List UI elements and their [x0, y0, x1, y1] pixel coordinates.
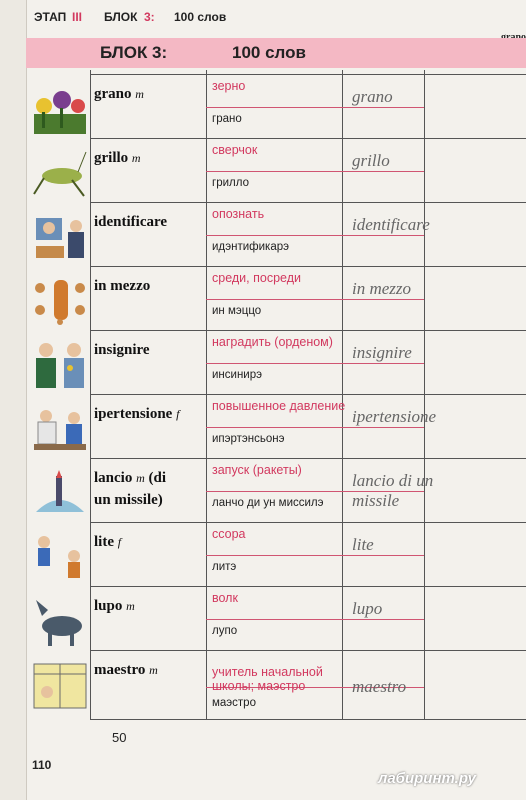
flowers-illustration — [32, 84, 88, 136]
block-title-bar — [26, 38, 526, 68]
vocab-row — [90, 394, 526, 459]
italian-word: grillo m — [94, 150, 141, 166]
russian-translation: учитель начальной школы; маэстро — [212, 665, 323, 693]
schedule-illustration — [32, 660, 88, 712]
russian-translation: запуск (ракеты) — [212, 463, 302, 477]
italian-word: lite f — [94, 534, 122, 550]
handwriting-sample: identificare — [352, 215, 430, 234]
stage-number: III — [72, 10, 83, 24]
pronunciation: литэ — [212, 561, 237, 573]
italian-word: in mezzo — [94, 278, 151, 294]
pronunciation: грано — [212, 113, 242, 125]
vocab-row — [90, 458, 526, 523]
italian-word: identificare — [94, 214, 168, 230]
rocket-launch-illustration — [32, 468, 88, 520]
pronunciation: ланчо ди ун миссилэ — [212, 497, 324, 509]
pronunciation: ин мэццо — [212, 305, 262, 317]
handwriting-sample: maestro — [352, 677, 407, 696]
vocab-row — [90, 650, 526, 720]
block-number: 3: — [144, 10, 155, 24]
vocab-row — [90, 138, 526, 203]
vocab-row — [90, 74, 526, 139]
russian-translation: сверчок — [212, 143, 258, 157]
quarrel-illustration — [32, 532, 88, 584]
block-word-count: 100 слов — [174, 10, 227, 24]
vocab-row — [90, 266, 526, 331]
russian-translation: опознать — [212, 207, 265, 221]
page-left-strip — [0, 0, 27, 800]
vocab-row — [90, 522, 526, 587]
italian-word: maestro m — [94, 662, 158, 678]
italian-word: lancio m (di un missile) — [94, 470, 167, 508]
russian-translation: волк — [212, 591, 238, 605]
stage-label: ЭТАП — [34, 10, 67, 24]
vocab-row — [90, 586, 526, 651]
handwriting-sample: lupo — [352, 599, 383, 618]
watermark-logo: лабиринт.ру — [378, 770, 476, 787]
handwriting-sample: lancio di un missile — [352, 471, 434, 510]
pronunciation: грилло — [212, 177, 249, 189]
award-illustration — [32, 340, 88, 392]
vocab-row — [90, 330, 526, 395]
cricket-illustration — [32, 148, 88, 200]
russian-translation: наградить (орденом) — [212, 335, 333, 349]
italian-word: lupo m — [94, 598, 135, 614]
pronunciation: инсинирэ — [212, 369, 262, 381]
pronunciation: идэнтификарэ — [212, 241, 290, 253]
handwriting-sample: in mezzo — [352, 279, 412, 298]
handwriting-sample: insignire — [352, 343, 412, 362]
handwriting-sample: grano — [352, 87, 393, 106]
block-title: БЛОК 3: — [100, 43, 168, 62]
handwriting-sample: ipertensione — [352, 407, 437, 426]
handwriting-sample: grillo — [352, 151, 390, 170]
extra-number: 50 — [112, 730, 127, 745]
italian-word: grano m — [94, 86, 144, 102]
russian-translation: зерно — [212, 79, 246, 93]
doctor-illustration — [32, 404, 88, 456]
pronunciation: лупо — [212, 625, 238, 637]
pronunciation: маэстро — [212, 697, 256, 709]
italian-word: insignire — [94, 342, 150, 358]
handwriting-sample: lite — [352, 535, 374, 554]
cats-illustration — [32, 274, 88, 326]
block-title-count: 100 слов — [232, 43, 306, 62]
russian-translation: среди, посреди — [212, 271, 301, 285]
wolf-illustration — [32, 596, 88, 648]
russian-translation: ссора — [212, 527, 246, 541]
pronunciation: ипэртэнсьонэ — [212, 433, 285, 445]
identify-illustration — [32, 212, 88, 264]
russian-translation: повышенное давление — [212, 399, 346, 413]
vocab-row — [90, 202, 526, 267]
running-header — [34, 6, 494, 28]
italian-word: ipertensione f — [94, 406, 180, 422]
block-label: БЛОК — [104, 10, 138, 24]
page-number: 110 — [32, 758, 52, 772]
